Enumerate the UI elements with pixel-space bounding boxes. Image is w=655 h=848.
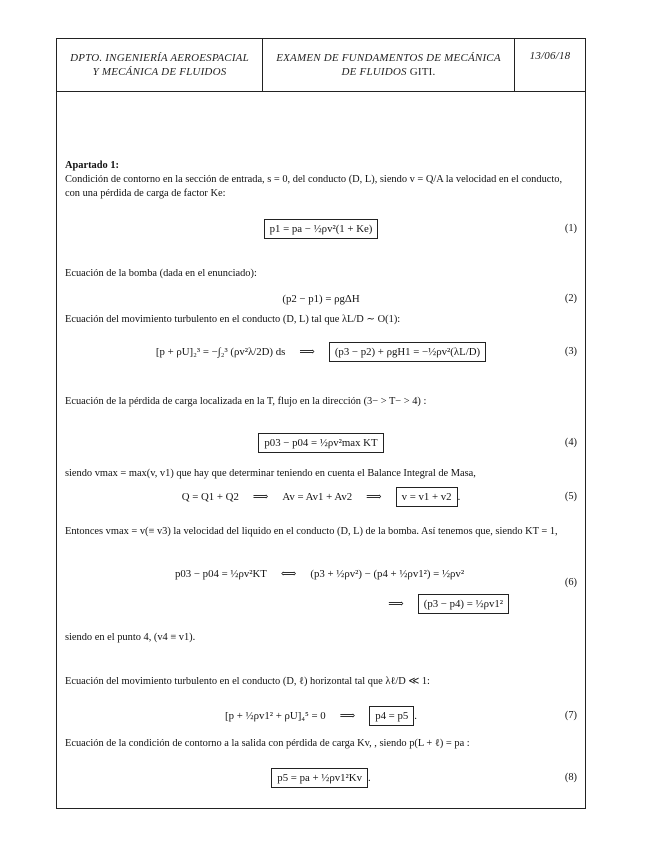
- equation-6-left: p03 − p04 = ½ρv²KT: [175, 568, 267, 580]
- equation-2-text: (p2 − p1) = ρgΔH: [282, 293, 360, 305]
- equation-8-box: p5 = pa + ½ρv1²Kv: [271, 768, 368, 788]
- equation-8-number: (8): [564, 772, 577, 783]
- equation-1-box: p1 = pa − ½ρv²(1 + Ke): [264, 219, 379, 239]
- equation-6-right: (p3 + ½ρv²) − (p4 + ½ρv1²) = ½ρv²: [310, 568, 465, 580]
- paragraph-pump: Ecuación de la bomba (dada en el enunciado):: [65, 268, 257, 279]
- equation-8: [65, 761, 577, 795]
- exam-header: [57, 39, 585, 92]
- exam-title-cell: [263, 39, 515, 91]
- exam-page-frame: [56, 38, 586, 809]
- equation-2-number: (2): [564, 293, 577, 304]
- date-cell: [515, 39, 585, 91]
- paragraph-inlet-condition: Condición de contorno en la sección de entrada, s = 0, del conducto (D, L), siendo v = Q/A la velocidad en el conducto, con una pérdida de carga de factor Ke:: [65, 174, 563, 199]
- department-line-2: Y MECÁNICA DE FLUIDOS: [92, 66, 227, 78]
- equation-3: [65, 335, 577, 369]
- equation-6-number-row: [65, 571, 577, 595]
- exam-title-line-2: [276, 65, 501, 79]
- equation-6-arrow: ⟹: [388, 598, 404, 610]
- equation-6-iff: ⟺: [280, 568, 297, 580]
- equation-5-left: Q = Q1 + Q2: [181, 491, 239, 503]
- section-title: Apartado 1:: [65, 160, 119, 171]
- exam-title-upright: GITI.: [409, 66, 436, 78]
- equation-4: [65, 431, 577, 455]
- equation-3-arrow: ⟹: [299, 346, 315, 358]
- equation-5-mid: Av = Av1 + Av2: [282, 491, 353, 503]
- exam-date: 13/06/18: [529, 50, 571, 62]
- equation-5-number: (5): [564, 491, 577, 502]
- exam-title-line-1: EXAMEN DE FUNDAMENTOS DE MECÁNICA: [276, 52, 501, 64]
- equation-5-dot: .: [457, 491, 461, 503]
- equation-1: [65, 217, 577, 241]
- paragraph-local-loss: Ecuación de la pérdida de carga localizada en la T, flujo en la dirección (3− > T− > 4) :: [65, 396, 427, 407]
- equation-7: [65, 699, 577, 733]
- equation-3-box: (p3 − p2) + ρgH1 = −½ρv²(λL/D): [329, 342, 486, 362]
- exam-title-italic: DE FLUIDOS: [341, 66, 407, 78]
- equation-5: [65, 485, 577, 509]
- equation-7-dot: .: [414, 710, 417, 722]
- equation-2: [65, 287, 577, 311]
- equation-4-box: p03 − p04 = ½ρv²max KT: [258, 433, 383, 453]
- equation-6-box: (p3 − p4) = ½ρv1²: [418, 594, 509, 614]
- equation-7-number: (7): [564, 710, 577, 721]
- paragraph-mass-balance: siendo vmax = max(v, v1) que hay que determinar teniendo en cuenta el Balance Integral de Masa,: [65, 468, 476, 479]
- equation-1-number: (1): [564, 223, 577, 234]
- equation-7-arrow: ⟹: [339, 710, 356, 722]
- equation-4-number: (4): [564, 437, 577, 448]
- paragraph-turbulent-motion: Ecuación del movimiento turbulento en el conducto (D, L) tal que λL/D ∼ O(1):: [65, 314, 401, 325]
- equation-5-arrow-2: ⟹: [366, 491, 382, 503]
- equation-3-left: [p + ρU]₂³ = −∫₂³ (ρv²λ/2D) ds: [155, 346, 286, 358]
- equation-3-number: (3): [564, 346, 577, 357]
- paragraph-outlet-condition: Ecuación de la condición de contorno a la salida con pérdida de carga Kv, , siendo p(L + ℓ) = pa :: [65, 738, 470, 749]
- paragraph-point-4: siendo en el punto 4, (v4 ≡ v1).: [65, 632, 196, 643]
- department-cell: [57, 39, 263, 91]
- equation-6-number: (6): [564, 577, 577, 588]
- equation-5-arrow-1: ⟹: [252, 491, 269, 503]
- equation-8-dot: .: [367, 772, 371, 784]
- equation-7-box: p4 = p5: [369, 706, 414, 726]
- paragraph-max-velocity: Entonces vmax = v(≡ v3) la velocidad del liquido en el conducto (D, L) de la bomba. Así tenemos que, siendo KT = 1,: [65, 526, 558, 537]
- department-line-1: DPTO. INGENIERÍA AEROESPACIAL: [70, 52, 249, 64]
- equation-5-box: v = v1 + v2: [396, 487, 458, 507]
- paragraph-horizontal-duct: Ecuación del movimiento turbulento en el conducto (D, ℓ) horizontal tal que λℓ/D ≪ 1:: [65, 676, 430, 687]
- equation-7-left: [p + ½ρv1² + ρU]₄⁵ = 0: [225, 710, 326, 722]
